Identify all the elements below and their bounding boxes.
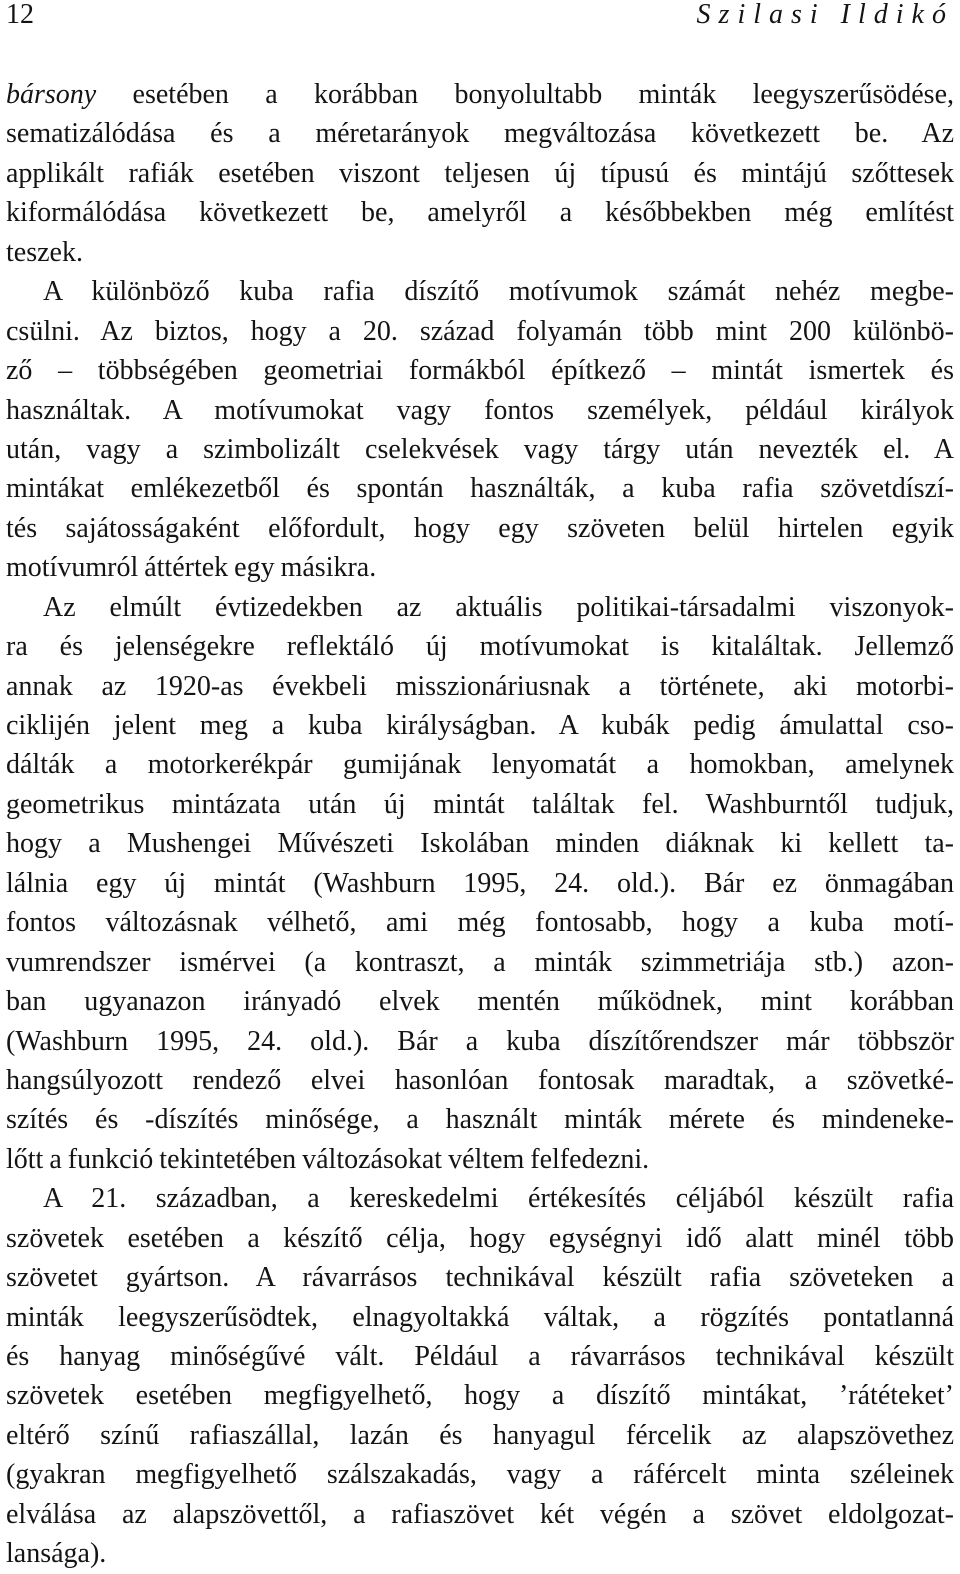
line-text: (Washburn 1995, 24. old.). Bár a kuba díszítőrendszer már többször [6,1025,954,1057]
line-text: dálták a motorkerékpár gumijának lenyomatát a homokban, amelynek [6,749,954,781]
line-text: lőtt a funkció tekintetében változásokat véltem felfedezni. [6,1143,650,1175]
text-line [6,1140,954,1179]
line-text: használtak. A motívumokat vagy fontos személyek, például királyok [6,394,954,426]
text-line [6,903,954,942]
text-line [6,1534,954,1573]
paragraph [6,75,954,272]
line-text: ző – többségében geometriai formákból építkező – mintát ismertek és [6,355,954,387]
text-line [6,351,954,390]
body-text [6,75,954,1574]
line-text: A 21. században, a kereskedelmi értékesítés céljából készült rafia [43,1183,954,1215]
text-line [6,75,954,114]
text-line [6,1258,954,1297]
line-text: annak az 1920-as évekbeli misszionáriusnak a története, aki motorbi- [6,670,954,702]
line-text: szövetek esetében megfigyelhető, hogy a díszítő mintákat, ’rátéteket’ [6,1380,954,1412]
line-text: ban ugyanazon irányadó elvek mentén működnek, mint korábban [6,986,954,1018]
line-text: lansága). [6,1538,107,1570]
text-line [6,627,954,666]
line-text: tés sajátosságaként előfordult, hogy egy szöveten belül hirtelen egyik [6,512,954,544]
line-text: minták leegyszerűsödtek, elnagyoltakká váltak, a rögzítés pontatlanná [6,1301,954,1333]
line-text: motívumról áttértek egy másikra. [6,552,377,584]
page-number: 12 [6,0,34,30]
paragraph [6,272,954,588]
text-line [6,1179,954,1218]
text-line [6,469,954,508]
line-text: A különböző kuba rafia díszítő motívumok számát nehéz megbe- [43,276,954,308]
italic-term: bársony [6,79,97,110]
line-text: fontos változásnak vélhető, ami még fontosabb, hogy a kuba motí- [6,907,954,939]
text-line [6,233,954,272]
text-line [6,1100,954,1139]
line-text: kiformálódása következett be, amelyről a későbbekben még említést [6,197,954,229]
text-line [6,785,954,824]
text-line [6,1219,954,1258]
text-line [6,193,954,232]
text-line [6,745,954,784]
line-text: Az elmúlt évtizedekben az aktuális politikai-társadalmi viszonyok- [43,591,954,623]
text-line [6,824,954,863]
line-text: ciklijén jelent meg a kuba királyságban. A kubák pedig ámulattal cso- [6,710,954,741]
line-text: geometrikus mintázata után új mintát találtak fel. Washburntől tudjuk, [6,788,954,820]
line-text: szítés és -díszítés minősége, a használt minták mérete és mindeneke- [6,1104,954,1136]
text-line [6,667,954,706]
text-line [6,272,954,311]
line-text: sematizálódása és a méretarányok megváltozása következett be. Az [6,118,954,150]
text-line [6,1298,954,1337]
text-line [6,1337,954,1376]
line-text: hangsúlyozott rendező elvei hasonlóan fontosak maradtak, a szövetké- [6,1064,954,1096]
text-line [6,1416,954,1455]
line-text: lálnia egy új mintát (Washburn 1995, 24. old.). Bár ez önmagában [6,867,954,899]
text-line [6,1061,954,1100]
paragraph [6,588,954,1180]
text-line [6,864,954,903]
line-text: ra és jelenségekre reflektáló új motívumokat is kitaláltak. Jellemző [6,631,954,663]
line-text: hogy a Mushengei Művészeti Iskolában minden diáknak ki kellett ta- [6,828,954,860]
page-header [6,0,954,30]
text-line [6,706,954,745]
text-line [6,588,954,627]
line-text: csülni. Az biztos, hogy a 20. század folyamán több mint 200 különbö- [6,315,954,347]
line-text: mintákat emlékezetből és spontán használták, a kuba rafia szövetdíszí- [6,473,954,505]
text-line [6,430,954,469]
line-text: szövetek esetében a készítő célja, hogy egységnyi idő alatt minél több [6,1222,954,1254]
text-line [6,548,954,587]
text-line [6,1495,954,1534]
text-line [6,114,954,153]
text-line [6,154,954,193]
line-text: (gyakran megfigyelhető szálszakadás, vagy a ráfércelt minta széleinek [6,1459,954,1491]
line-text: vumrendszer ismérvei (a kontraszt, a minták szimmetriája stb.) azon- [6,946,954,978]
text-line [6,391,954,430]
text-line [6,509,954,548]
line-text: eltérő színű rafiaszállal, lazán és hanyagul fércelik az alapszövethez [6,1419,954,1451]
text-line [6,982,954,1021]
line-text: esetében a korábban bonyolultabb minták leegyszerűsödése, [96,79,954,110]
line-text: applikált rafiák esetében viszont teljesen új típusú és mintájú szőttesek [6,157,954,189]
line-text: elválása az alapszövettől, a rafiaszövet két végén a szövet eldolgozat- [6,1498,954,1530]
text-line [6,1022,954,1061]
line-text: és hanyag minőségűvé vált. Például a rávarrásos technikával készült [6,1341,954,1372]
line-text: teszek. [6,236,83,268]
text-line [6,943,954,982]
text-line [6,1376,954,1415]
paragraph [6,1179,954,1573]
line-text: szövetet gyártson. A rávarrásos technikával készült rafia szöveteken a [6,1262,954,1294]
text-line [6,312,954,351]
running-title: Szilasi Ildikó [696,0,954,30]
text-line [6,1455,954,1494]
line-text: után, vagy a szimbolizált cselekvések vagy tárgy után nevezték el. A [6,433,954,465]
